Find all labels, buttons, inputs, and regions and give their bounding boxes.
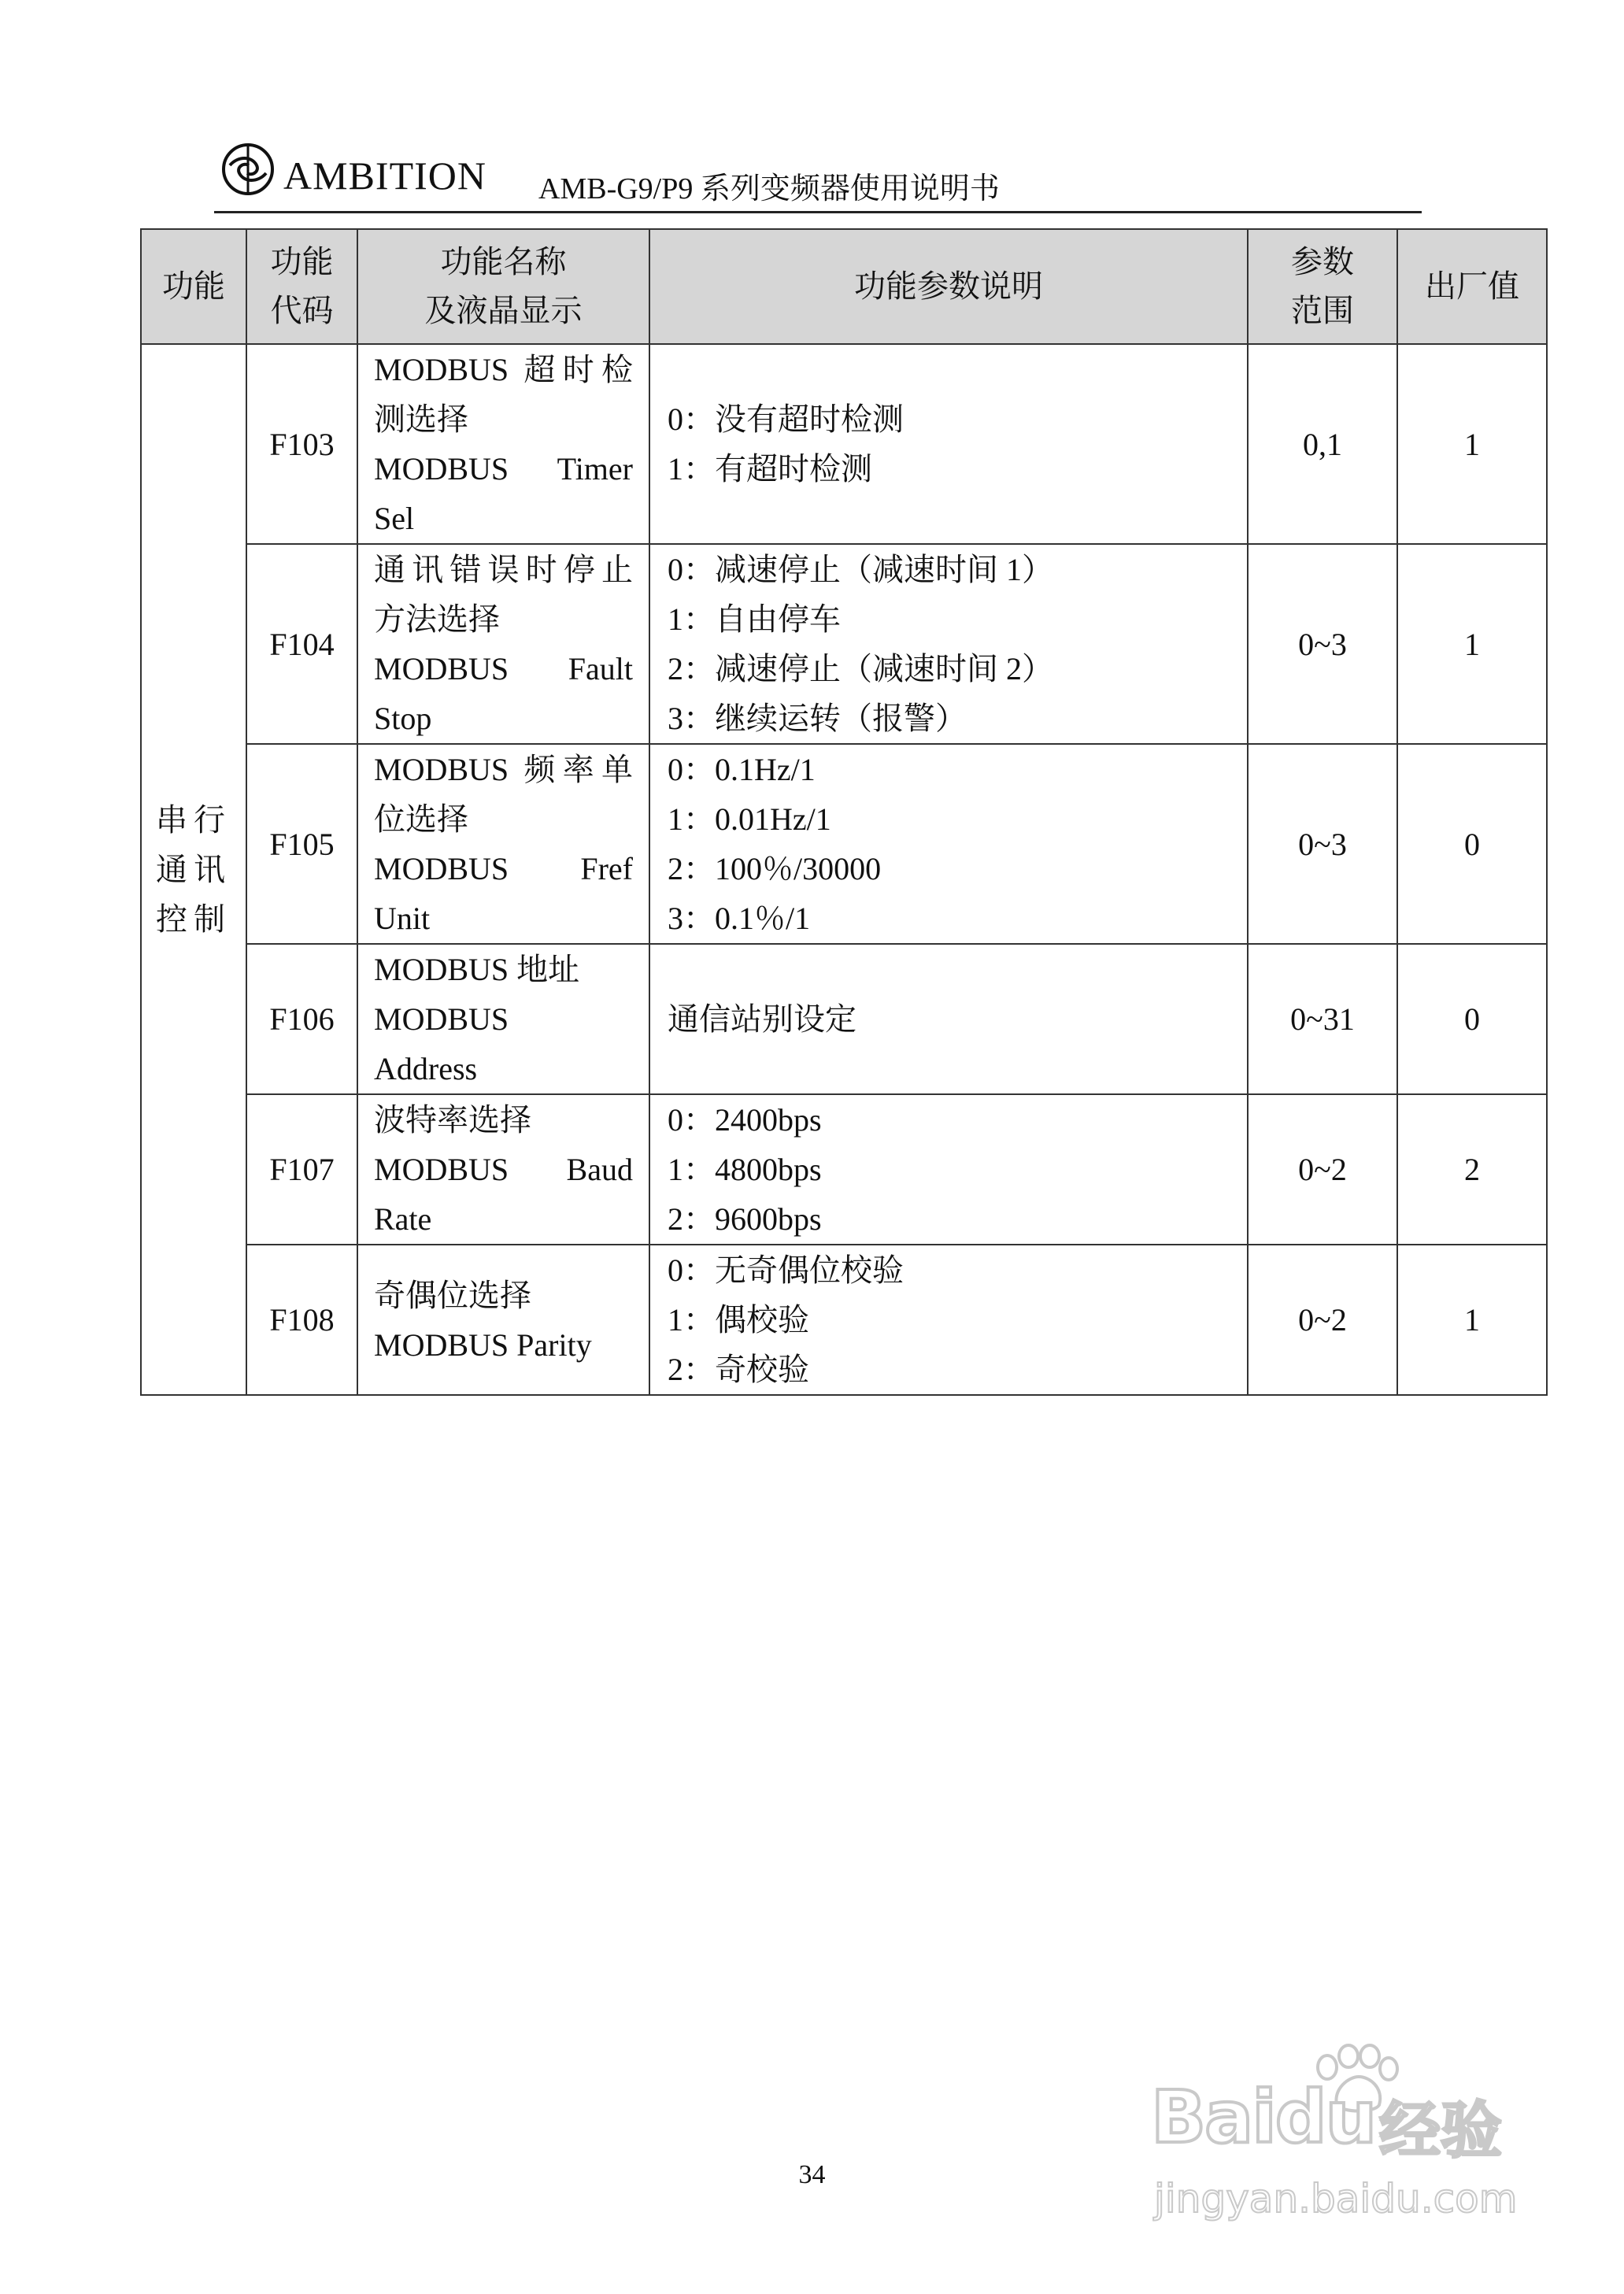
parameter-table xyxy=(140,228,1548,1396)
table-row xyxy=(141,344,1547,544)
code-cell: F106 xyxy=(246,944,357,1094)
brand-name: AMBITION xyxy=(283,154,486,198)
table-row xyxy=(141,944,1547,1094)
description-cell: 0：没有超时检测 1：有超时检测 xyxy=(649,344,1248,544)
name-cell: 通讯错误时停止 方法选择 MODBUS Fault Stop xyxy=(357,544,649,744)
default-cell: 1 xyxy=(1397,344,1547,544)
name-cell: MODBUS 地址 MODBUS Address xyxy=(357,944,649,1094)
table-row xyxy=(141,544,1547,744)
description-cell: 0：2400bps 1：4800bps 2：9600bps xyxy=(649,1094,1248,1245)
table-header-row xyxy=(141,229,1547,344)
description-cell: 0：无奇偶位校验 1：偶校验 2：奇校验 xyxy=(649,1245,1248,1395)
range-cell: 0~3 xyxy=(1248,544,1397,744)
range-cell: 0~2 xyxy=(1248,1245,1397,1395)
group-cell: 串行 通讯 控制 xyxy=(141,344,246,1395)
code-cell: F103 xyxy=(246,344,357,544)
watermark-brand: Baidu xyxy=(1151,2075,1376,2159)
watermark-url: jingyan.baidu.com xyxy=(1154,2176,1518,2222)
default-cell: 0 xyxy=(1397,944,1547,1094)
range-cell: 0,1 xyxy=(1248,344,1397,544)
name-cell: MODBUS 频率单 位选择 MODBUS Fref Unit xyxy=(357,744,649,944)
page-header xyxy=(214,140,1422,213)
description-cell: 0：0.1Hz/1 1：0.01Hz/1 2：100％/30000 3：0.1％/1 xyxy=(649,744,1248,944)
range-cell: 0~2 xyxy=(1248,1094,1397,1245)
code-cell: F104 xyxy=(246,544,357,744)
name-cell: MODBUS 超时检 测选择 MODBUS Timer Sel xyxy=(357,344,649,544)
default-cell: 0 xyxy=(1397,744,1547,944)
table-row xyxy=(141,1245,1547,1395)
default-cell: 1 xyxy=(1397,544,1547,744)
document-title: AMB-G9/P9 系列变频器使用说明书 xyxy=(538,172,1000,205)
header-range: 参数 范围 xyxy=(1248,229,1397,344)
header-default: 出厂值 xyxy=(1397,229,1547,344)
baidu-watermark xyxy=(1151,2044,1521,2248)
name-cell: 波特率选择 MODBUS Baud Rate xyxy=(357,1094,649,1245)
watermark-label: 经验 xyxy=(1379,2096,1503,2166)
ambition-logo-icon xyxy=(220,142,276,197)
range-cell: 0~31 xyxy=(1248,944,1397,1094)
header-function: 功能 xyxy=(141,229,246,344)
header-code: 功能 代码 xyxy=(246,229,357,344)
code-cell: F105 xyxy=(246,744,357,944)
name-cell: 奇偶位选择 MODBUS Parity xyxy=(357,1245,649,1395)
range-cell: 0~3 xyxy=(1248,744,1397,944)
description-cell: 0：减速停止（减速时间 1） 1：自由停车 2：减速停止（减速时间 2） 3：继续运转（报警） xyxy=(649,544,1248,744)
table-row xyxy=(141,1094,1547,1245)
header-name: 功能名称 及液晶显示 xyxy=(357,229,649,344)
header-description: 功能参数说明 xyxy=(649,229,1248,344)
table-row xyxy=(141,744,1547,944)
description-cell: 通信站别设定 xyxy=(649,944,1248,1094)
default-cell: 2 xyxy=(1397,1094,1547,1245)
code-cell: F108 xyxy=(246,1245,357,1395)
page-number: 34 xyxy=(798,2160,826,2189)
default-cell: 1 xyxy=(1397,1245,1547,1395)
code-cell: F107 xyxy=(246,1094,357,1245)
